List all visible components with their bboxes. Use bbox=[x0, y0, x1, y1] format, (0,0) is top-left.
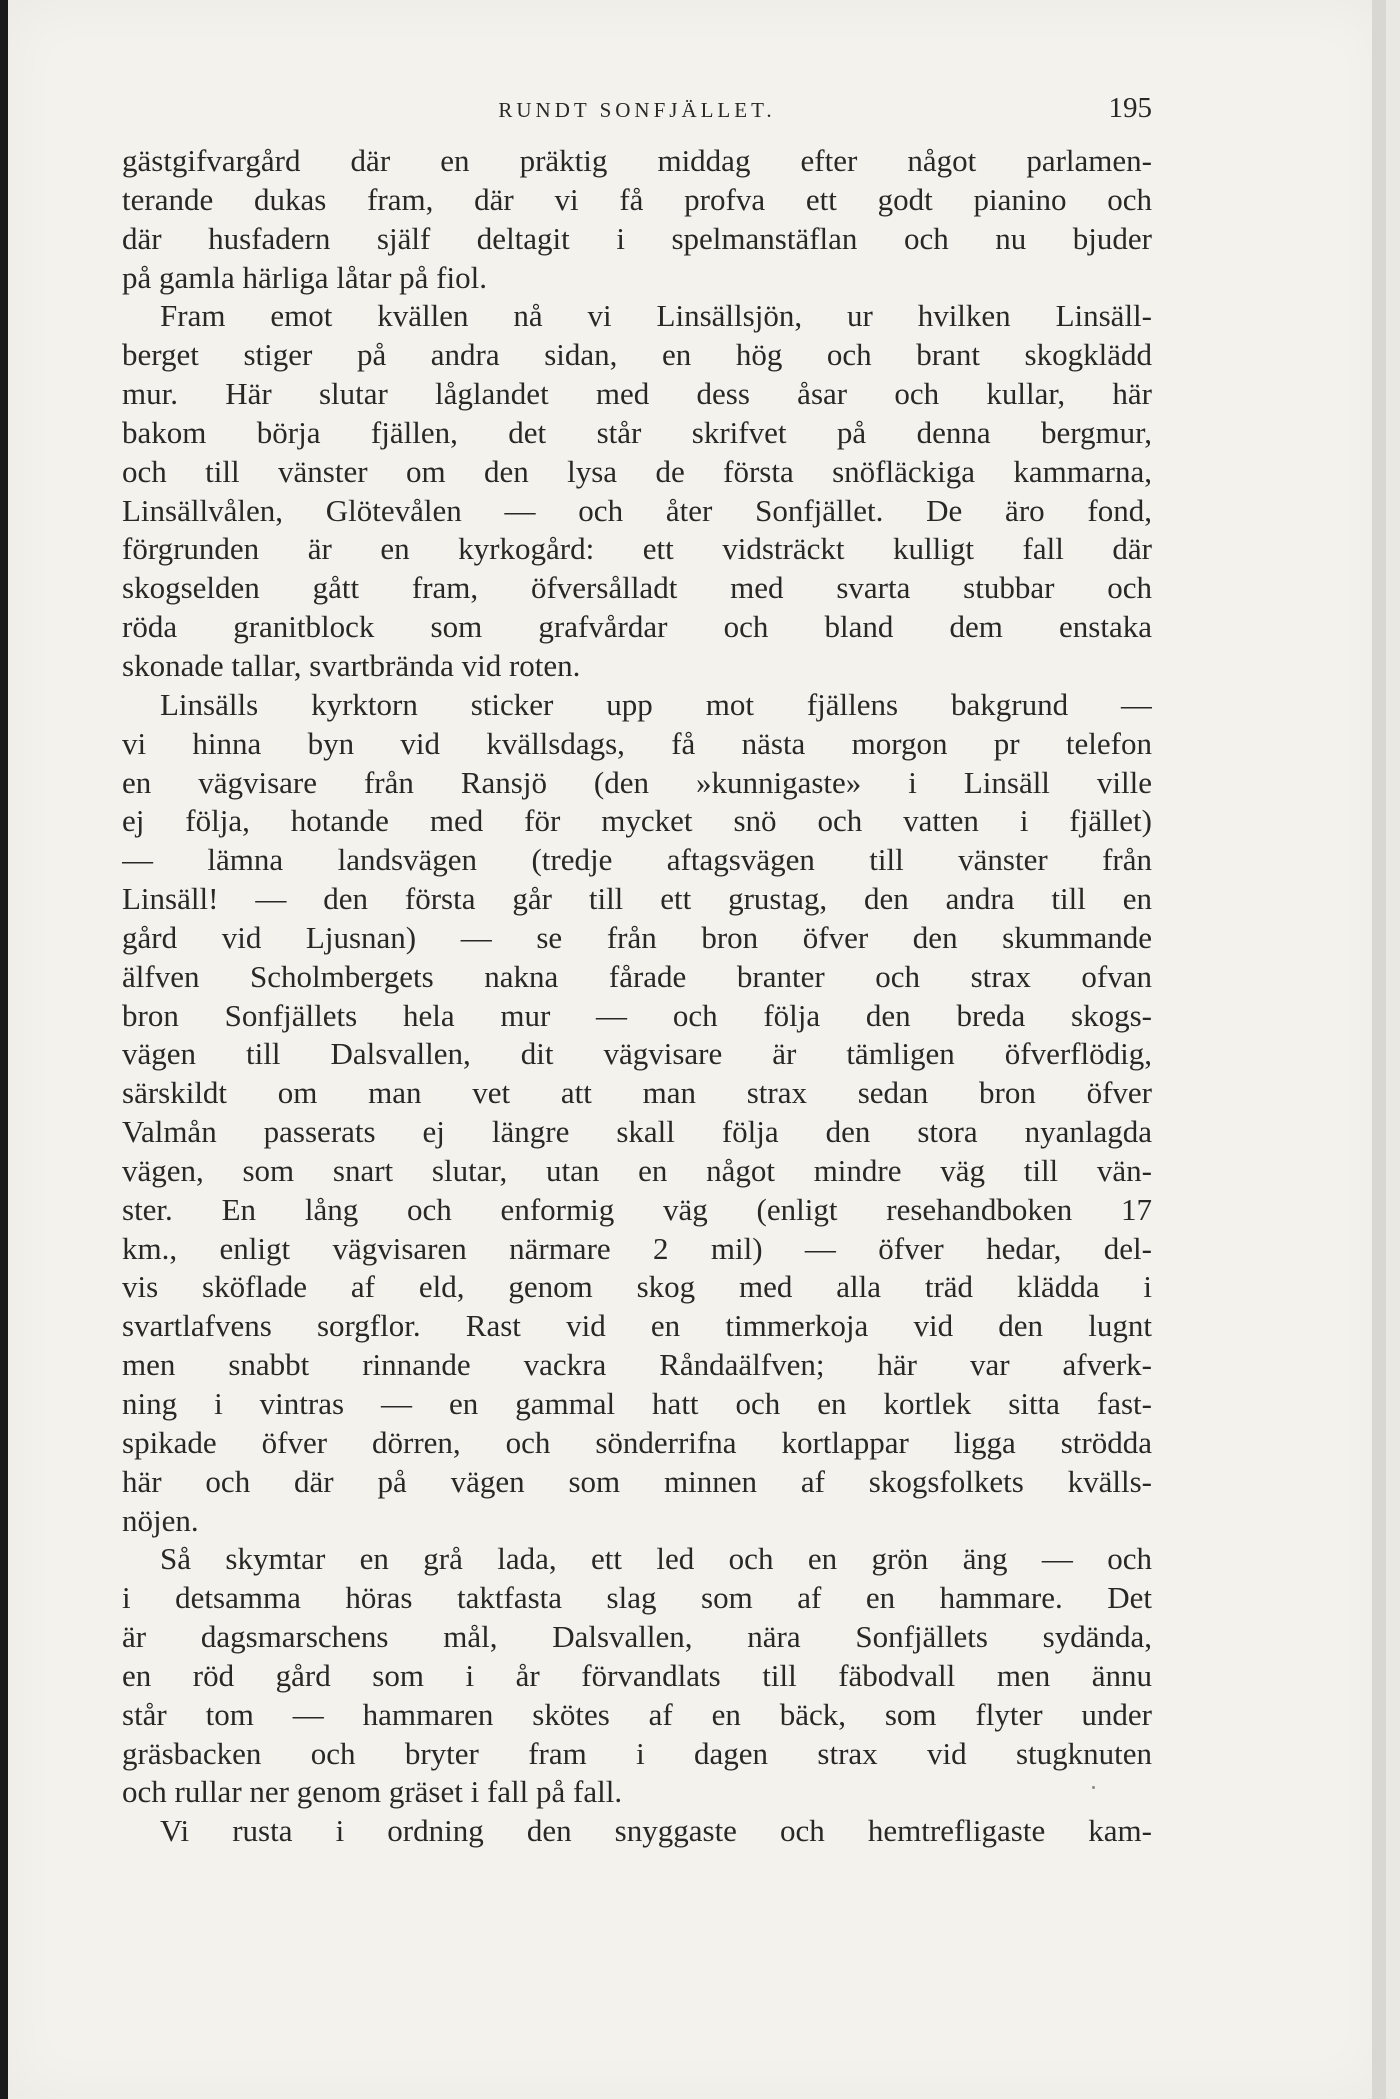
text-line: svartlafvens sorgflor. Rast vid en timmerkoja vid den lugnt bbox=[122, 1308, 1152, 1344]
text-line: vi hinna byn vid kvällsdags, få nästa morgon pr telefon bbox=[122, 725, 1152, 761]
text-line: bakom börja fjällen, det står skrifvet på denna bergmur, bbox=[122, 414, 1152, 450]
text-line: Linsällvålen, Glötevålen — och åter Sonfjället. De äro fond, bbox=[122, 492, 1152, 528]
text-line: vägen till Dalsvallen, dit vägvisare är tämligen öfverflödig, bbox=[122, 1036, 1152, 1072]
text-line: en röd gård som i år förvandlats till fäbodvall men ännu bbox=[122, 1657, 1152, 1693]
text-line: gästgifvargård där en präktig middag efter något parlamen- bbox=[122, 143, 1152, 178]
paper-speck bbox=[1092, 1786, 1095, 1789]
text-line: förgrunden är en kyrkogård: ett vidsträckt kulligt fall där bbox=[122, 531, 1152, 567]
text-line: bron Sonfjällets hela mur — och följa den breda skogs- bbox=[122, 997, 1152, 1033]
text-line: och rullar ner genom gräset i fall på fall. bbox=[122, 1774, 623, 1810]
text-line: Så skymtar en grå lada, ett led och en grön äng — och bbox=[160, 1541, 1152, 1577]
text-line: står tom — hammaren skötes af en bäck, som flyter under bbox=[122, 1696, 1152, 1732]
text-line: ster. En lång och enformig väg (enligt resehandboken 17 bbox=[122, 1191, 1152, 1227]
text-line: och till vänster om den lysa de första snöfläckiga kammarna, bbox=[122, 453, 1152, 489]
body-text bbox=[122, 142, 1152, 1851]
text-line: Vi rusta i ordning den snyggaste och hemtrefligaste kam- bbox=[160, 1813, 1152, 1849]
page-number: 195 bbox=[1108, 92, 1152, 124]
text-line: Fram emot kvällen nå vi Linsällsjön, ur hvilken Linsäll- bbox=[160, 298, 1152, 334]
text-line: ning i vintras — en gammal hatt och en kortlek sitta fast- bbox=[122, 1386, 1152, 1421]
running-title: RUNDT SONFJÄLLET. bbox=[498, 98, 776, 122]
page-header bbox=[122, 92, 1152, 128]
text-line: km., enligt vägvisaren närmare 2 mil) — öfver hedar, del- bbox=[122, 1230, 1152, 1266]
text-line: särskildt om man vet att man strax sedan bron öfver bbox=[122, 1075, 1152, 1111]
text-line: berget stiger på andra sidan, en hög och brant skogklädd bbox=[122, 337, 1152, 373]
scan-left-edge bbox=[0, 0, 8, 2099]
text-line: skonade tallar, svartbrända vid roten. bbox=[122, 647, 581, 683]
text-line: Linsäll! — den första går till ett grustag, den andra till en bbox=[122, 881, 1152, 917]
text-line: röda granitblock som grafvårdar och bland dem enstaka bbox=[122, 609, 1152, 645]
text-line: skogselden gått fram, öfversålladt med svarta stubbar och bbox=[122, 570, 1152, 606]
text-line: vis sköflade af eld, genom skog med alla träd klädda i bbox=[122, 1269, 1152, 1305]
text-line: nöjen. bbox=[122, 1502, 199, 1538]
text-line: gård vid Ljusnan) — se från bron öfver den skummande bbox=[122, 919, 1152, 955]
text-line: terande dukas fram, där vi få profva ett godt pianino och bbox=[122, 181, 1152, 217]
scan-right-edge bbox=[1372, 0, 1386, 2099]
text-line: Valmån passerats ej längre skall följa den stora nyanlagda bbox=[122, 1114, 1152, 1150]
text-line: där husfadern själf deltagit i spelmanstäflan och nu bjuder bbox=[122, 220, 1152, 256]
text-line: här och där på vägen som minnen af skogsfolkets kvälls- bbox=[122, 1463, 1152, 1499]
text-line: en vägvisare från Ransjö (den »kunnigaste» i Linsäll ville bbox=[122, 764, 1152, 800]
text-line: på gamla härliga låtar på fiol. bbox=[122, 259, 487, 295]
text-line: vägen, som snart slutar, utan en något mindre väg till vän- bbox=[122, 1152, 1152, 1188]
text-line: ej följa, hotande med för mycket snö och vatten i fjället) bbox=[122, 803, 1152, 839]
text-line: — lämna landsvägen (tredje aftagsvägen till vänster från bbox=[122, 842, 1152, 878]
text-line: är dagsmarschens mål, Dalsvallen, nära Sonfjällets sydända, bbox=[122, 1619, 1152, 1655]
text-line: i detsamma höras taktfasta slag som af en hammare. Det bbox=[122, 1580, 1152, 1616]
text-line: spikade öfver dörren, och sönderrifna kortlappar ligga strödda bbox=[122, 1424, 1152, 1460]
text-line: gräsbacken och bryter fram i dagen strax vid stugknuten bbox=[122, 1735, 1152, 1771]
text-line: älfven Scholmbergets nakna fårade branter och strax ofvan bbox=[122, 958, 1152, 994]
text-line: mur. Här slutar låglandet med dess åsar och kullar, här bbox=[122, 376, 1152, 412]
text-line: Linsälls kyrktorn sticker upp mot fjällens bakgrund — bbox=[160, 686, 1152, 722]
text-line: men snabbt rinnande vackra Råndaälfven; här var afverk- bbox=[122, 1347, 1152, 1383]
